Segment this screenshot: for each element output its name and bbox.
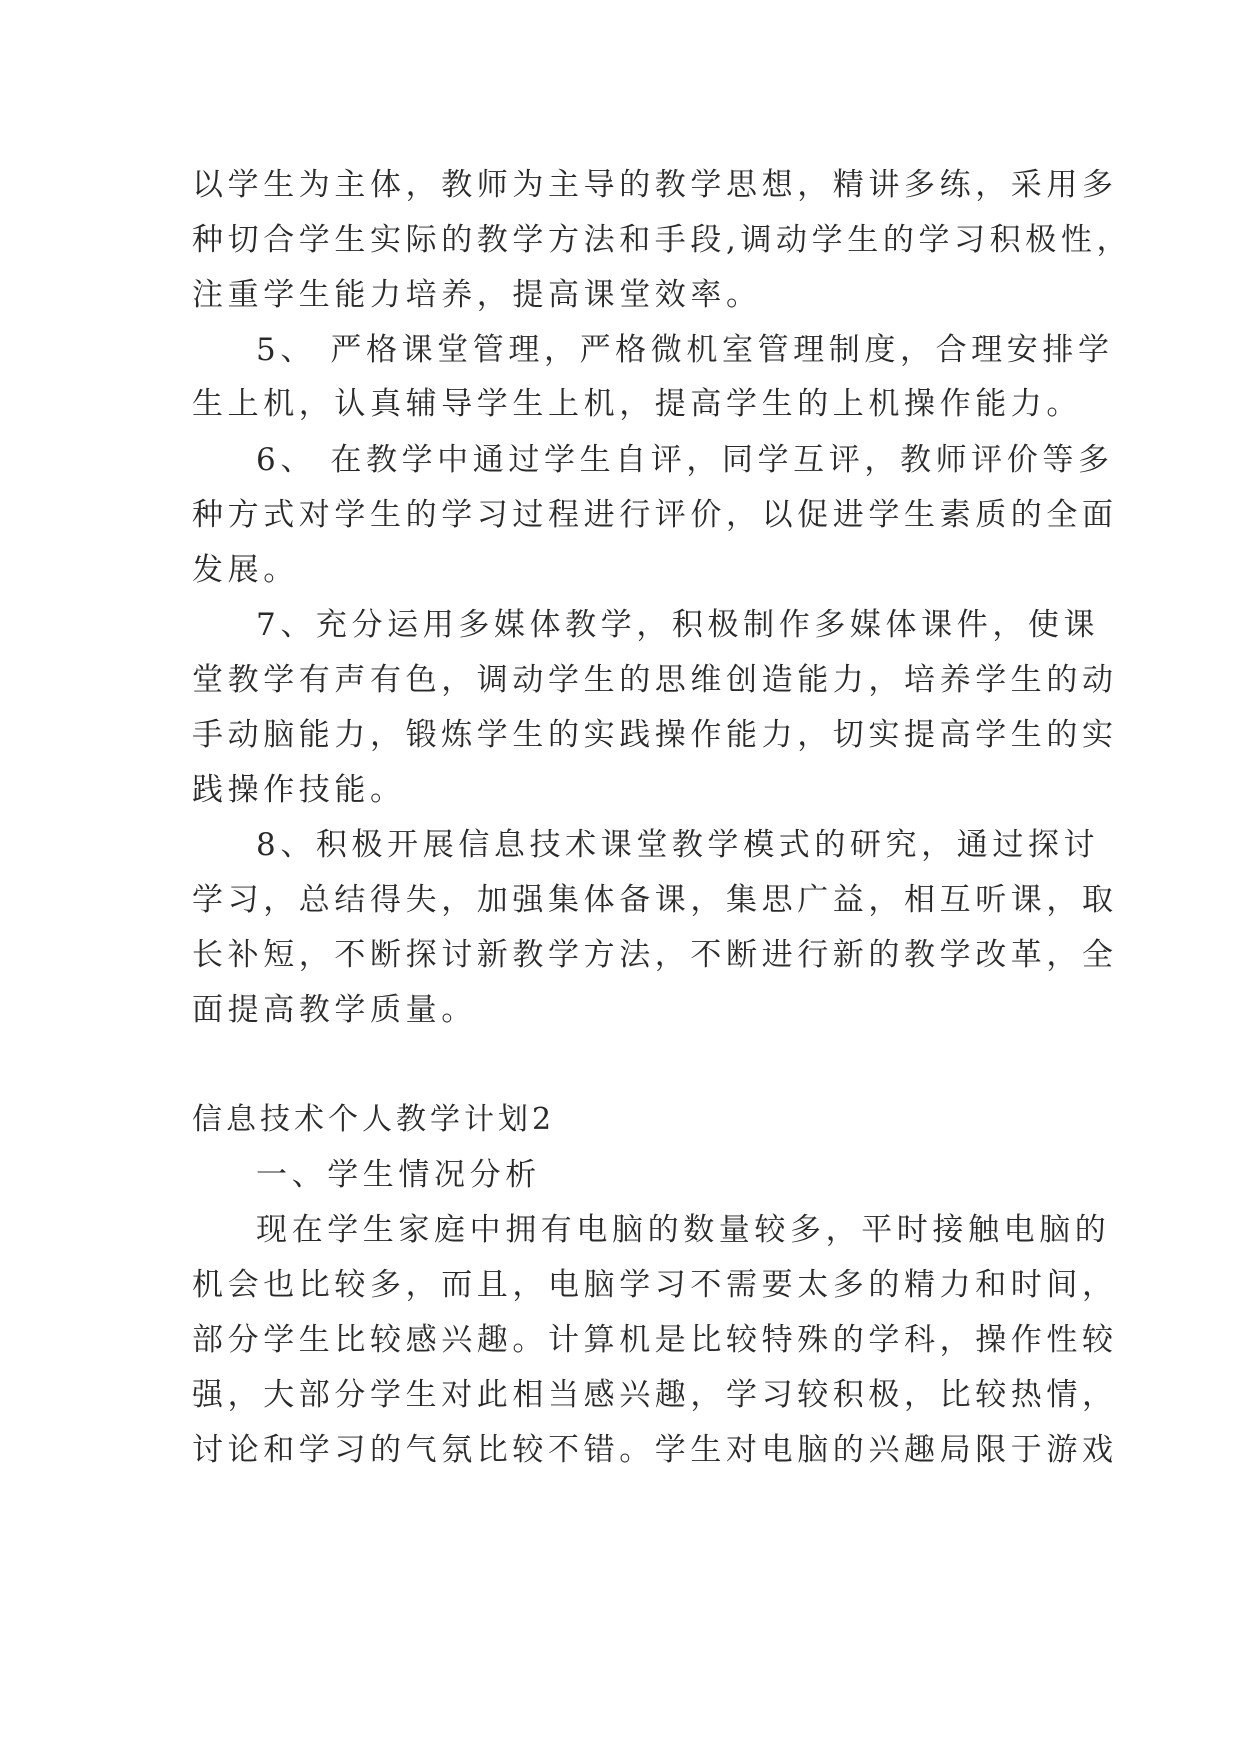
paragraph-line: 讨论和学习的气氛比较不错。学生对电脑的兴趣局限于游戏 — [192, 1432, 1118, 1468]
paragraph-line: 生上机，认真辅导学生上机，提高学生的上机操作能力。 — [192, 386, 1082, 422]
paragraph-line: 8、积极开展信息技术课堂教学模式的研究，通过探讨 — [256, 827, 1100, 863]
paragraph-line: 践操作技能。 — [192, 772, 406, 808]
subheading: 一、学生情况分析 — [256, 1157, 541, 1193]
paragraph-line: 长补短，不断探讨新教学方法，不断进行新的教学改革，全 — [192, 937, 1118, 973]
paragraph-line: 7、充分运用多媒体教学，积极制作多媒体课件，使课 — [256, 607, 1100, 643]
paragraph-line: 面提高教学质量。 — [192, 992, 477, 1028]
paragraph-line: 种切合学生实际的教学方法和手段,调动学生的学习积极性， — [192, 222, 1133, 258]
paragraph-line: 学习，总结得失，加强集体备课，集思广益，相互听课，取 — [192, 882, 1118, 918]
paragraph-line: 发展。 — [192, 552, 299, 588]
paragraph-line: 以学生为主体，教师为主导的教学思想，精讲多练，采用多 — [192, 167, 1118, 203]
paragraph-line: 种方式对学生的学习过程进行评价，以促进学生素质的全面 — [192, 497, 1118, 533]
paragraph-line: 部分学生比较感兴趣。计算机是比较特殊的学科，操作性较 — [192, 1322, 1118, 1358]
paragraph-line: 注重学生能力培养，提高课堂效率。 — [192, 277, 762, 313]
paragraph-line: 强，大部分学生对此相当感兴趣，学习较积极，比较热情， — [192, 1377, 1118, 1413]
paragraph-line: 机会也比较多，而且，电脑学习不需要太多的精力和时间， — [192, 1267, 1118, 1303]
paragraph-line: 现在学生家庭中拥有电脑的数量较多，平时接触电脑的 — [256, 1212, 1111, 1248]
paragraph-line: 手动脑能力，锻炼学生的实践操作能力，切实提高学生的实 — [192, 717, 1118, 753]
paragraph-line: 5、 严格课堂管理，严格微机室管理制度，合理安排学 — [256, 332, 1114, 368]
section-title: 信息技术个人教学计划2 — [192, 1102, 556, 1137]
paragraph-line: 6、 在教学中通过学生自评，同学互评，教师评价等多 — [256, 442, 1114, 478]
paragraph-line: 堂教学有声有色，调动学生的思维创造能力，培养学生的动 — [192, 662, 1118, 698]
